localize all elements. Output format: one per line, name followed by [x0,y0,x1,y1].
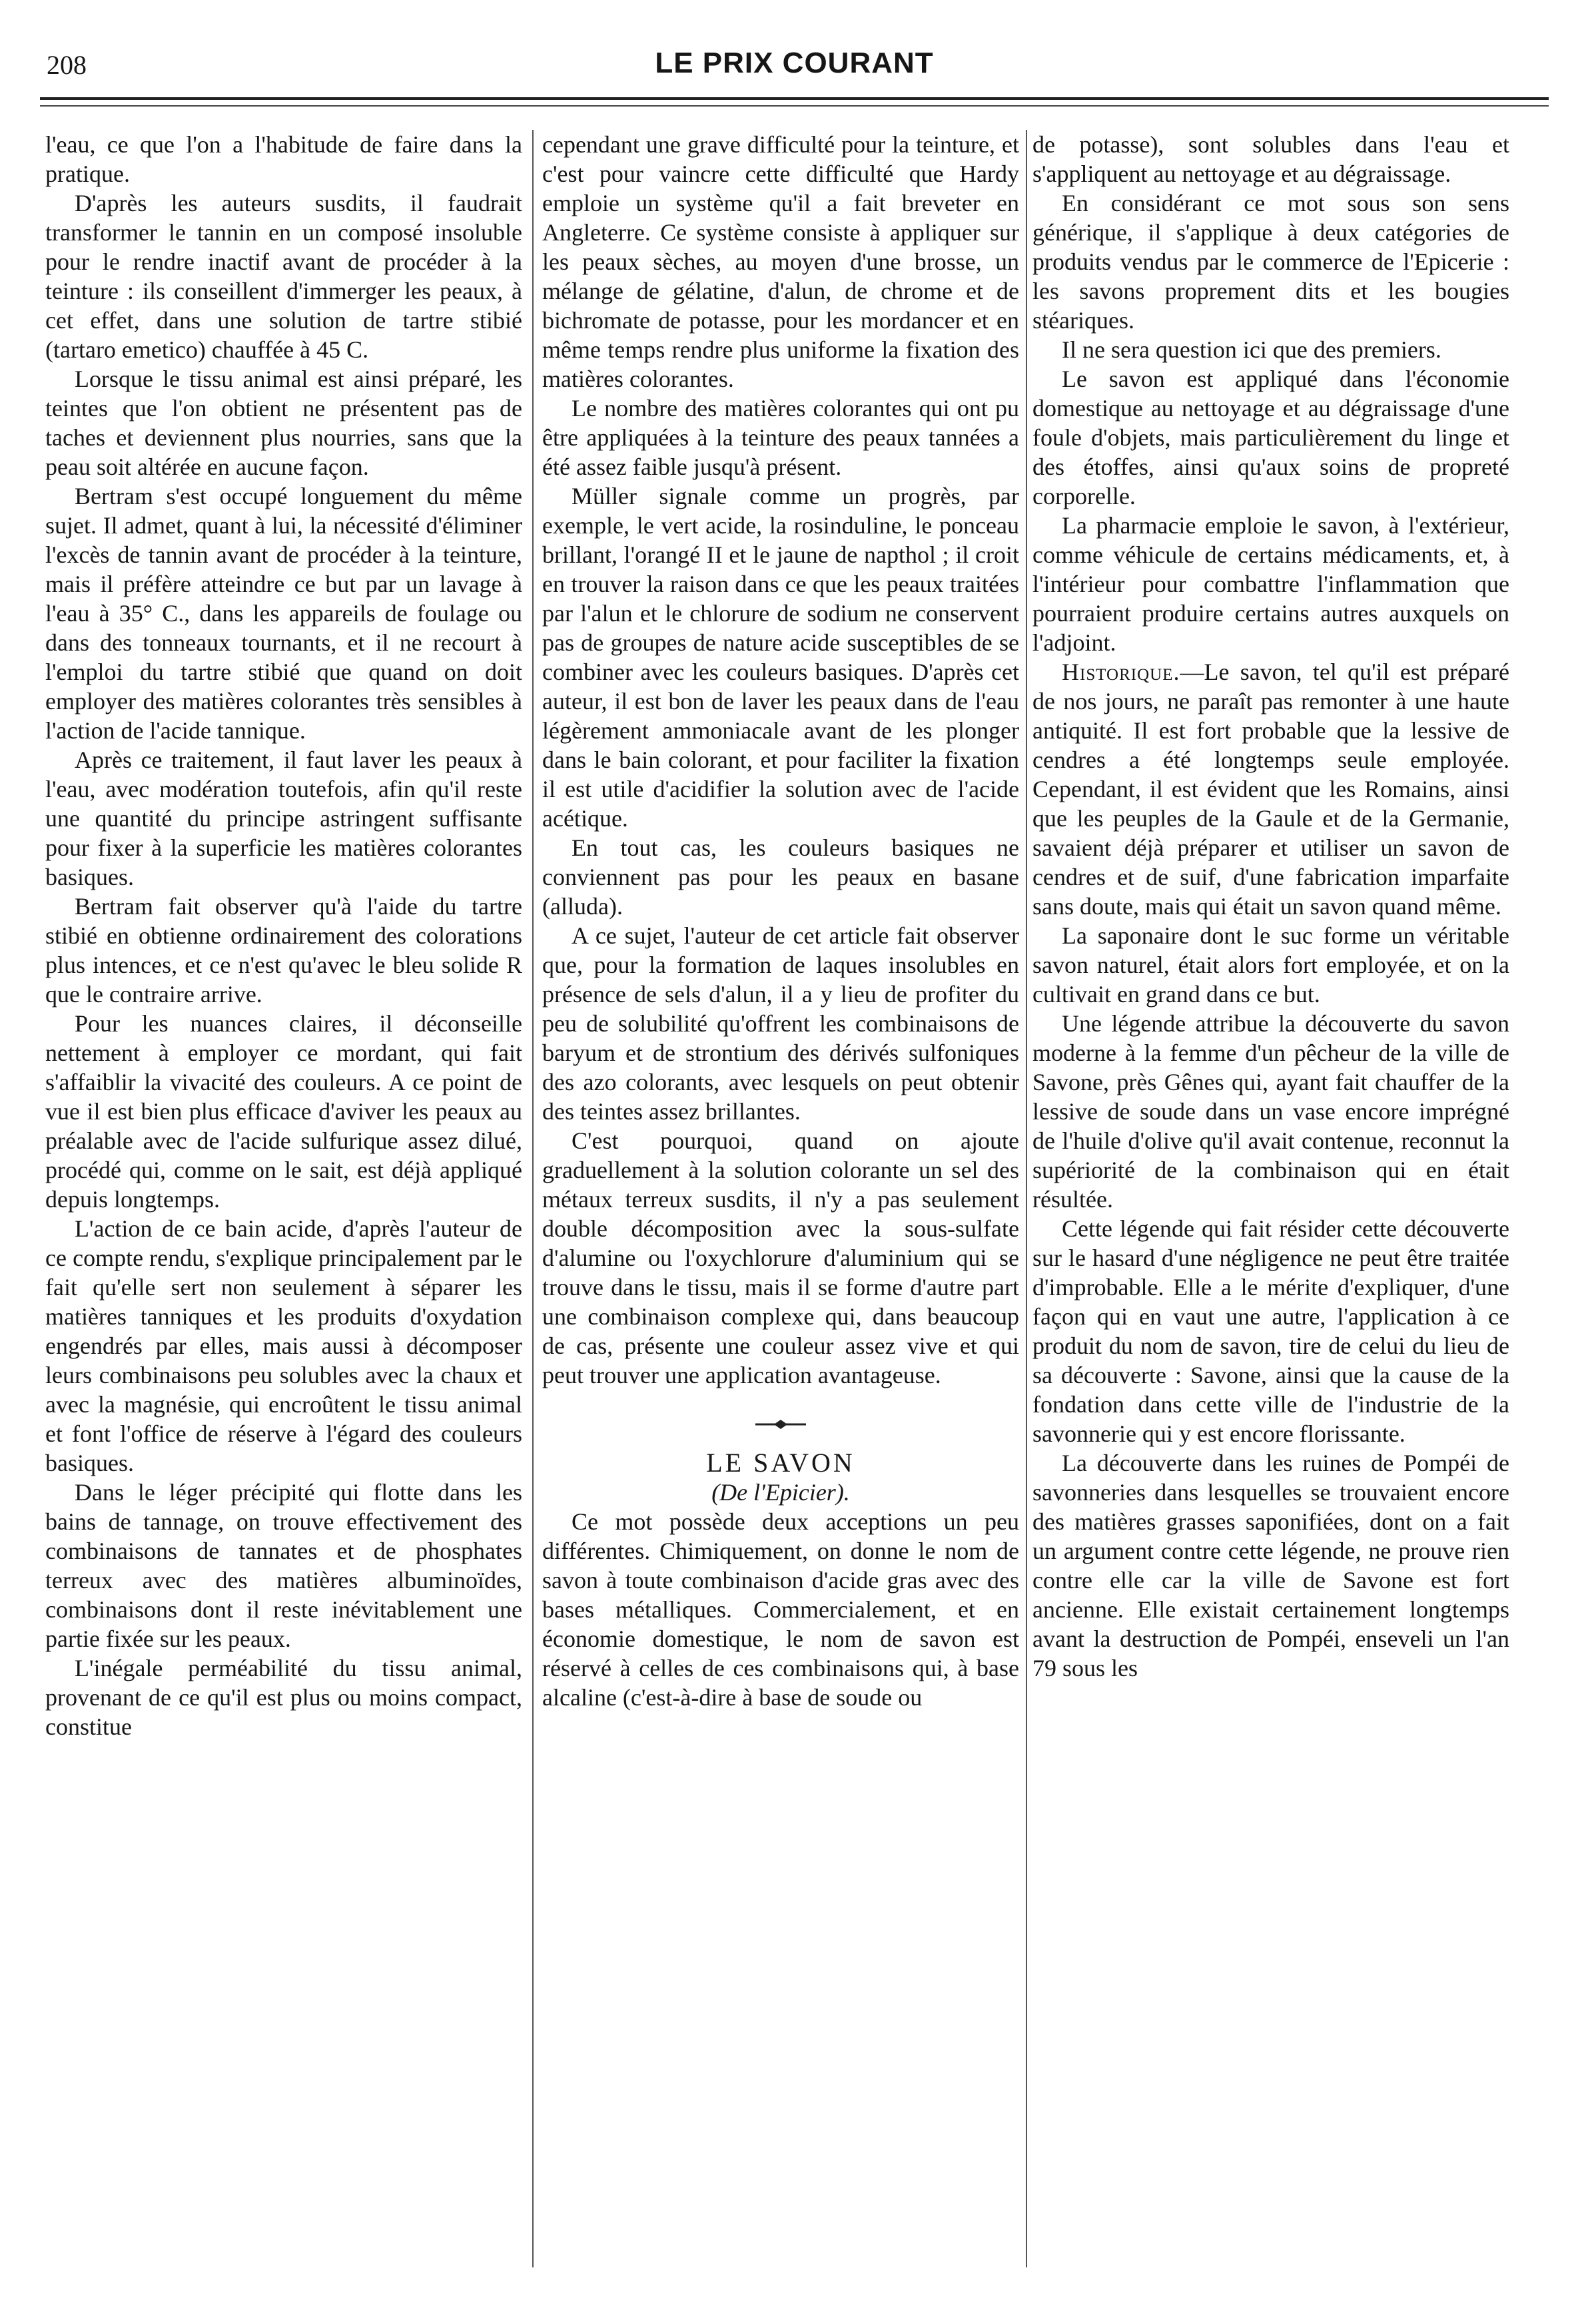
paragraph: Ce mot possède deux acceptions un peu différentes. Chimiquement, on donne le nom de savon à toute combinaison d'acide gras avec des bases métalliques. Commercialement, et en économie domestique, le nom de savon est réservé à celles de ces combinaisons qui, à base alcaline (c'est-à-dire à base de soude ou [542,1508,1019,1711]
page-number: 208 [47,50,87,80]
paragraph: En tout cas, les couleurs basiques ne conviennent pas pour les peaux en basane (alluda). [542,834,1019,920]
paragraph: Il ne sera question ici que des premiers. [1062,336,1441,363]
historique-text: —Le savon, tel qu'il est préparé de nos jours, ne paraît pas remonter à une haute antiquité. Il est fort probable que la lessive de cendres a été longtemps seule employée. Cependant, il est évident que les Romains, ainsi que les peuples de la Gaule et de la Germanie, savaient déjà préparer et utiliser un savon de cendres et de suif, d'une fabrication imparfaite sans doute, mais qui était un savon quand même. [1032,659,1509,920]
paragraph: Après ce traitement, il faut laver les peaux à l'eau, avec modération toutefois, afin qu'il reste une quantité du principe astringent suffisante pour fixer à la superficie les matières colorantes basiques. [45,746,522,890]
text-column-3 [1032,130,1509,2274]
separator-ornament-icon [542,1408,1019,1438]
paragraph: l'eau, ce que l'on a l'habitude de faire dans la pratique. [45,131,522,187]
paragraph: Müller signale comme un progrès, par exemple, le vert acide, la rosinduline, le ponceau brillant, l'orangé II et le jaune de napthol ; il croit en trouver la raison dans ce que les peaux traitées par l'alun et le chlorure de sodium ne conservent pas de groupes de nature acide susceptibles de se combiner avec les couleurs basiques. D'après cet auteur, il est bon de laver les peaux dans de l'eau légèrement ammoniacale avant de les plonger dans le bain colorant, et pour faciliter la fixation il est utile d'acidifier la solution avec de l'acide acétique. [542,483,1019,832]
paragraph: C'est pourquoi, quand on ajoute graduellement à la solution colorante un sel des métaux terreux susdits, il n'y a pas seulement double décomposition avec la sous-sulfate d'alumine ou l'oxychlorure d'aluminium qui se trouve dans le tissu, mais il se forme d'autre part une combinaison complexe qui, dans beaucoup de cas, présente une couleur assez vive et qui peut trouver une application avantageuse. [542,1127,1019,1388]
paragraph: Le nombre des matières colorantes qui ont pu être appliquées à la teinture des peaux tannées a été assez faible jusqu'à présent. [542,395,1019,480]
paragraph: L'inégale perméabilité du tissu animal, provenant de ce qu'il est plus ou moins compact, constitue [45,1655,522,1740]
paragraph: La saponaire dont le suc forme un véritable savon naturel, était alors fort employée, et on la cultivait en grand dans ce but. [1032,922,1509,1008]
paragraph: L'action de ce bain acide, d'après l'auteur de ce compte rendu, s'explique principalement par le fait qu'elle sert non seulement à séparer les matières tanniques et les produits d'oxydation engendrés par elles, mais aussi à décomposer leurs combinaisons peu solubles avec la chaux et avec la magnésie, qui encroûtent le tissu animal et font l'office de réserve à l'égard des couleurs basiques. [45,1215,522,1476]
running-title: LE PRIX COURANT [655,47,934,79]
paragraph: Pour les nuances claires, il déconseille nettement à employer ce mordant, qui fait s'affaiblir la vivacité des couleurs. A ce point de vue il est bien plus efficace d'aviver les peaux au préalable avec de l'acide sulfurique assez dilué, procédé qui, comme on le sait, est déjà appliqué depuis longtemps. [45,1010,522,1213]
paragraph: La pharmacie emploie le savon, à l'extérieur, comme véhicule de certains médicaments, et, à l'intérieur pour combattre l'inflammation que pourraient produire certains autres auxquels on l'adjoint. [1032,512,1509,656]
paragraph: Dans le léger précipité qui flotte dans les bains de tannage, on trouve effectivement des combinaisons de tannates et de phosphates terreux avec des matières albuminoïdes, combinaisons dont il reste inévitablement une partie fixée sur les peaux. [45,1479,522,1652]
column-divider [532,130,534,2267]
column-divider [1026,130,1027,2267]
paragraph: Bertram s'est occupé longuement du même sujet. Il admet, quant à lui, la nécessité d'éliminer l'excès de tannin avant de procéder à la teinture, mais il préfère atteindre ce but par un lavage à l'eau à 35° C., dans les appareils de foulage ou dans des tonneaux tournants, et il ne recourt à l'emploi du tartre stibié que quand on doit employer des matières colorantes très sensibles à l'action de l'acide tannique. [45,483,522,744]
header-rule [40,97,1549,100]
section-title: LE SAVON [706,1448,855,1478]
paragraph: Le savon est appliqué dans l'économie domestique au nettoyage et au dégraissage d'une foule d'objets, mais particulièrement du linge et des étoffes, ainsi qu'aux soins de propreté corporelle. [1032,366,1509,509]
paragraph: Une légende attribue la découverte du savon moderne à la femme d'un pêcheur de la ville de Savone, près Gênes qui, ayant fait chauffer de la lessive de soude dans un vase encore imprégné de l'huile d'olive qu'il avait contenue, reconnut la supériorité de la combinaison qui en était résultée. [1032,1010,1509,1213]
historique-paragraph [1032,657,1509,921]
paragraph: de potasse), sont solubles dans l'eau et s'appliquent au nettoyage et au dégraissage. [1032,131,1509,187]
paragraph: Lorsque le tissu animal est ainsi préparé, les teintes que l'on obtient ne présentent pas de taches et deviennent plus nourries, sans que la peau soit altérée en aucune façon. [45,366,522,480]
paragraph: D'après les auteurs susdits, il faudrait transformer le tannin en un composé insoluble pour le rendre inactif avant de procéder à la teinture : ils conseillent d'immerger les peaux, à cet effet, dans une solution de tartre stibié (tartaro emetico) chauffée à 45 C. [45,190,522,363]
paragraph: Bertram fait observer qu'à l'aide du tartre stibié en obtienne ordinairement des colorations plus intences, et ce n'est qu'avec le bleu solide R que le contraire arrive. [45,893,522,1008]
text-column-2 [542,130,1019,2274]
section-source: (De l'Epicier). [711,1479,850,1506]
paragraph: Cette légende qui fait résider cette découverte sur le hasard d'une négligence ne peut être traitée d'improbable. Elle a le mérite d'expliquer, d'une façon qui en vaut une autre, l'application à ce produit du nom de savon, tire de celui du lieu de sa découverte : Savone, ainsi que la cause de la fondation dans cette ville de l'industrie de la savonnerie qui y est encore florissante. [1032,1215,1509,1447]
paragraph: A ce sujet, l'auteur de cet article fait observer que, pour la formation de laques insolubles en présence de sels d'alun, il a y lieu de profiter du peu de solubilité qu'offrent les combinaisons de baryum et de strontium des dérivés sulfoniques des azo colorants, avec lesquels on peut obtenir des teintes assez brillantes. [542,922,1019,1125]
historique-label: Historique. [1062,659,1180,685]
text-column-1 [45,130,522,2274]
paragraph: La découverte dans les ruines de Pompéi de savonneries dans lesquelles se trouvaient encore des matières grasses saponifiées, dont on a fait un argument contre cette légende, ne prouve rien contre elle car la ville de Savone est fort ancienne. Elle existait certainement longtemps avant la destruction de Pompéi, enseveli un l'an 79 sous les [1032,1450,1509,1681]
page-header [40,47,1549,93]
header-rule-thin [40,105,1549,107]
paragraph: cependant une grave difficulté pour la teinture, et c'est pour vaincre cette difficulté que Hardy emploie un système qu'il a fait breveter en Angleterre. Ce système consiste à appliquer sur les peaux sèches, au moyen d'une brosse, un mélange de gélatine, d'alun, de chrome et de bichromate de potasse, pour les mordancer et en même temps rendre plus uniforme la fixation des matières colorantes. [542,131,1019,392]
paragraph: En considérant ce mot sous son sens générique, il s'applique à deux catégories de produits vendus par le commerce de l'Epicerie : les savons proprement dits et les bougies stéariques. [1032,190,1509,334]
